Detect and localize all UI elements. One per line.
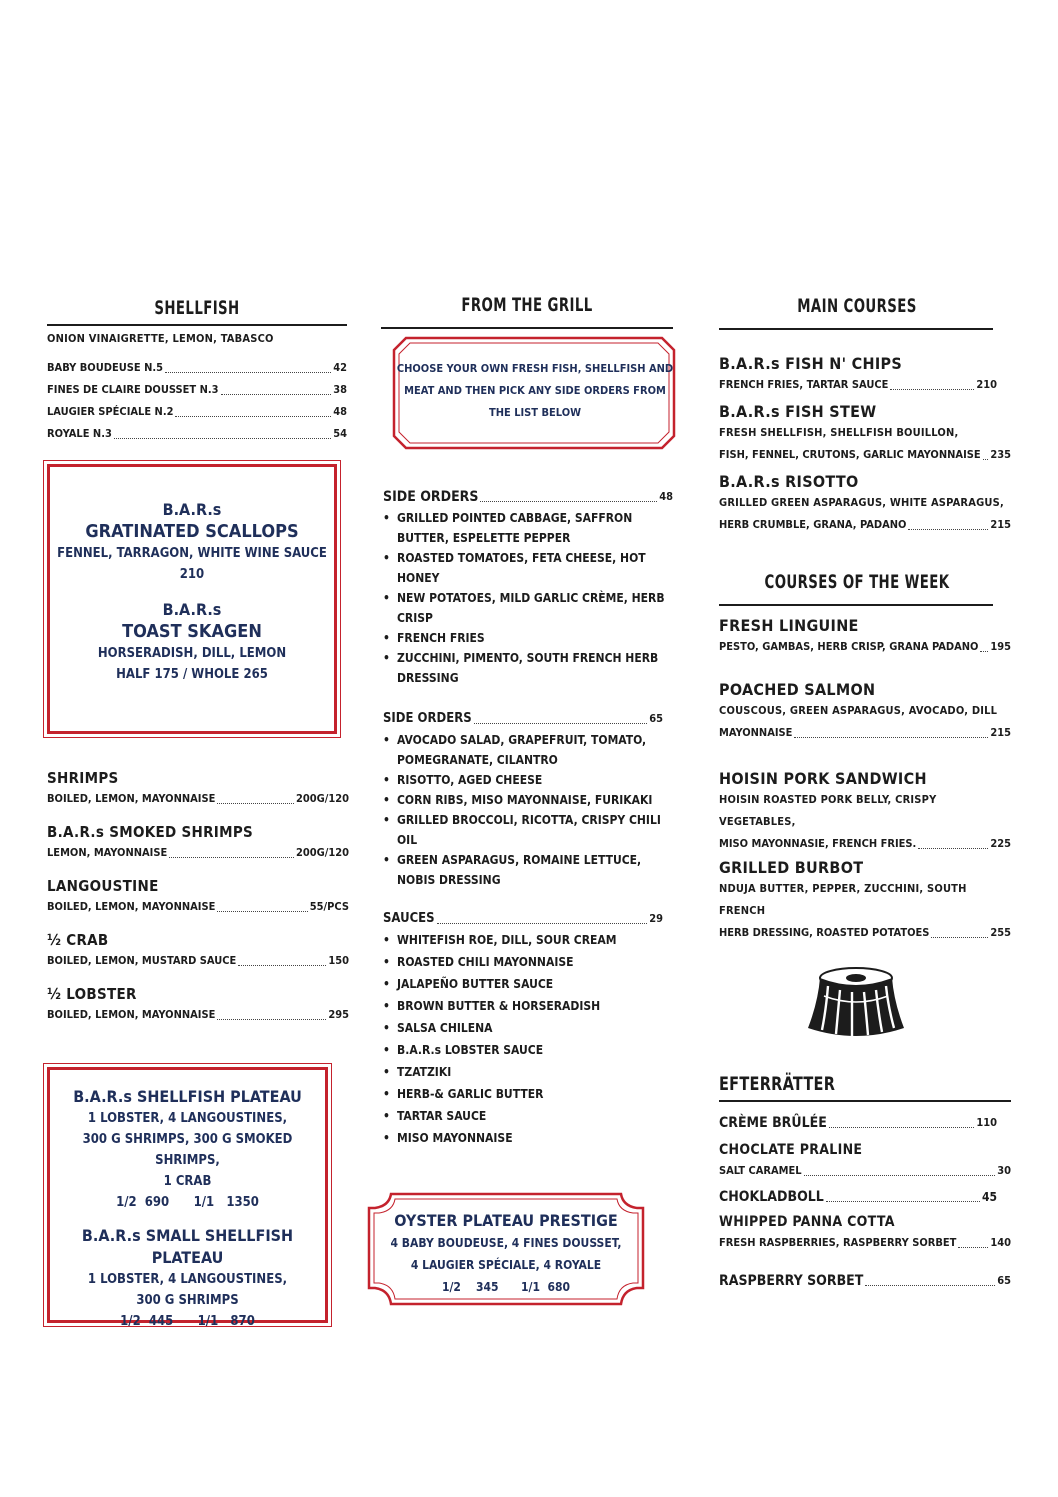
list-item: • GRILLED BROCCOLI, RICOTTA, CRISPY CHILI OIL — [383, 810, 663, 850]
small-plateau-title: B.A.R.s SMALL SHELLFISH PLATEAU — [81, 1226, 294, 1267]
side-orders-1 — [383, 486, 673, 688]
skagen-name: TOAST SKAGEN — [122, 621, 262, 642]
shellfish-subtitle: ONION VINAIGRETTE, LEMON, TABASCO — [47, 332, 274, 345]
week-rule — [719, 604, 993, 606]
main-column — [719, 294, 1011, 536]
list-item: • ZUCCHINI, PIMENTO, SOUTH FRENCH HERB DRESSING — [383, 648, 673, 688]
side-orders-2-header: SIDE ORDERS 65 — [383, 711, 663, 726]
dessert-praline: CHOCLATE PRALINE SALT CARAMEL 30 — [719, 1142, 1011, 1177]
grill-title: FROM THE GRILL — [461, 294, 593, 316]
shellfish-title: SHELLFISH — [154, 297, 240, 319]
list-item: • GRILLED POINTED CABBAGE, SAFFRON BUTTER, ESPELETTE PEPPER — [383, 508, 673, 548]
bundt-cake-icon — [800, 962, 912, 1044]
skagen-price: HALF 175 / WHOLE 265 — [116, 667, 268, 682]
skagen-desc: HORSERADISH, DILL, LEMON — [97, 646, 287, 661]
seafood-list — [47, 768, 349, 1038]
main-title: MAIN COURSES — [797, 295, 917, 317]
dessert-panna: WHIPPED PANNA COTTA FRESH RASPBERRIES, RASPBERRY SORBET 140 — [719, 1214, 1011, 1249]
main-item: B.A.R.s FISH STEW FRESH SHELLFISH, SHELLFISH BOUILLON, FISH, FENNEL, CRUTONS, GARLIC MAYONNAISE 235 — [719, 402, 1011, 461]
plateau-title: B.A.R.s SHELLFISH PLATEAU — [73, 1087, 302, 1106]
grill-column — [381, 293, 673, 329]
feature-box — [47, 464, 337, 734]
sauces — [383, 908, 663, 1149]
oyster-row: BABY BOUDEUSE N.5 42 — [47, 361, 347, 374]
list-item: • WHITEFISH ROE, DILL, SOUR CREAM — [383, 929, 663, 951]
list-item: • AVOCADO SALAD, GRAPEFRUIT, TOMATO, POMEGRANATE, CILANTRO — [383, 730, 663, 770]
scallops-name: GRATINATED SCALLOPS — [85, 521, 299, 542]
scallops-price: 210 — [179, 567, 205, 582]
main-item: B.A.R.s RISOTTO GRILLED GREEN ASPARAGUS, WHITE ASPARAGUS, HERB CRUMBLE, GRANA, PADANO 215 — [719, 472, 1011, 531]
side-orders-2 — [383, 708, 663, 890]
oyster-plateau-title: OYSTER PLATEAU PRESTIGE — [394, 1211, 618, 1230]
skagen-brand: B.A.R.s — [162, 600, 222, 619]
list-item: • FRENCH FRIES — [383, 628, 673, 648]
main-item: B.A.R.s FISH N' CHIPS FRENCH FRIES, TARTAR SAUCE 210 — [719, 354, 997, 391]
oyster-row: ROYALE N.3 54 — [47, 427, 347, 440]
week-item: HOISIN PORK SANDWICH HOISIN ROASTED PORK BELLY, CRISPY VEGETABLES, MISO MAYONNASIE, FRENCH FRIES. 225 — [719, 769, 1011, 850]
plateau-line: 300 G SHRIMPS, 300 G SMOKED SHRIMPS, — [82, 1132, 293, 1168]
grill-rule — [381, 327, 673, 329]
list-item: • JALAPEÑO BUTTER SAUCE — [383, 973, 663, 995]
dessert-boll: CHOKLADBOLL 45 — [719, 1189, 997, 1205]
list-item: • RISOTTO, AGED CHEESE — [383, 770, 663, 790]
oyster-plateau — [367, 1210, 645, 1298]
scallops-brand: B.A.R.s — [162, 500, 222, 519]
small-plateau-price: 1/2 445 1/1 870 — [120, 1314, 255, 1329]
dessert-column — [719, 1074, 1011, 1292]
side-orders-1-list — [383, 508, 673, 688]
main-rule — [719, 328, 993, 330]
plateau-line: 1 CRAB — [163, 1174, 212, 1189]
list-item: • ROASTED CHILI MAYONNAISE — [383, 951, 663, 973]
list-item: • GREEN ASPARAGUS, ROMAINE LETTUCE, NOBIS DRESSING — [383, 850, 663, 890]
dessert-creme: CRÈME BRÛLÉE 110 — [719, 1115, 997, 1131]
week-item: FRESH LINGUINE PESTO, GAMBAS, HERB CRISP, GRANA PADANO 195 — [719, 616, 1011, 653]
seafood-item: LANGOUSTINE BOILED, LEMON, MAYONNAISE 55/PCS — [47, 877, 349, 913]
sauces-header: SAUCES 29 — [383, 911, 663, 926]
oyster-list — [47, 357, 347, 445]
list-item: • NEW POTATOES, MILD GARLIC CRÈME, HERB CRISP — [383, 588, 673, 628]
list-item: • CORN RIBS, MISO MAYONNAISE, FURIKAKI — [383, 790, 663, 810]
sauces-list — [383, 929, 663, 1149]
shellfish-rule — [47, 324, 347, 326]
oyster-plateau-price: 1/2 345 1/1 680 — [441, 1280, 571, 1294]
small-plateau-line: 300 G SHRIMPS — [136, 1293, 239, 1308]
week-title: COURSES OF THE WEEK — [764, 571, 950, 593]
list-item: • HERB-& GARLIC BUTTER — [383, 1083, 663, 1105]
plateau-box — [47, 1067, 328, 1329]
week-item: GRILLED BURBOT NDUJA BUTTER, PEPPER, ZUCCHINI, SOUTH FRENCH HERB DRESSING, ROASTED POTATOES 255 — [719, 858, 1011, 939]
small-plateau-line: 1 LOBSTER, 4 LANGOUSTINES, — [87, 1272, 288, 1287]
list-item: • SALSA CHILENA — [383, 1017, 663, 1039]
list-item: • TZATZIKI — [383, 1061, 663, 1083]
plateau-price: 1/2 690 1/1 1350 — [116, 1195, 259, 1210]
list-item: • ROASTED TOMATOES, FETA CHEESE, HOT HONEY — [383, 548, 673, 588]
grill-note: CHOOSE YOUR OWN FRESH FISH, SHELLFISH AND MEAT AND THEN PICK ANY SIDE ORDERS FROM THE LIST BELOW — [396, 362, 674, 419]
oyster-plateau-line: 4 LAUGIER SPÉCIALE, 4 ROYALE — [410, 1258, 602, 1272]
dessert-rule — [719, 1100, 1011, 1102]
shellfish-column — [47, 296, 347, 445]
dessert-title: EFTERRÄTTER — [719, 1073, 836, 1095]
oyster-row: FINES DE CLAIRE DOUSSET N.3 38 — [47, 383, 347, 396]
oyster-row: LAUGIER SPÉCIALE N.2 48 — [47, 405, 347, 418]
oyster-plateau-line: 4 BABY BOUDEUSE, 4 FINES DOUSSET, — [390, 1236, 622, 1250]
scallops-desc: FENNEL, TARRAGON, WHITE WINE SAUCE — [57, 546, 327, 561]
seafood-item: ½ CRAB BOILED, LEMON, MUSTARD SAUCE 150 — [47, 931, 349, 967]
week-column — [719, 570, 1011, 944]
seafood-item: B.A.R.s SMOKED SHRIMPS LEMON, MAYONNAISE 200G/120 — [47, 823, 349, 859]
list-item: • BROWN BUTTER & HORSERADISH — [383, 995, 663, 1017]
plateau-line: 1 LOBSTER, 4 LANGOUSTINES, — [87, 1111, 288, 1126]
seafood-item: ½ LOBSTER BOILED, LEMON, MAYONNAISE 295 — [47, 985, 349, 1021]
seafood-item: SHRIMPS BOILED, LEMON, MAYONNAISE 200G/120 — [47, 769, 349, 805]
week-item: POACHED SALMON COUSCOUS, GREEN ASPARAGUS, AVOCADO, DILL MAYONNAISE 215 — [719, 680, 1011, 739]
list-item: • B.A.R.s LOBSTER SAUCE — [383, 1039, 663, 1061]
side-orders-2-list — [383, 730, 663, 890]
dessert-sorbet: RASPBERRY SORBET 65 — [719, 1273, 1011, 1289]
list-item: • TARTAR SAUCE — [383, 1105, 663, 1127]
list-item: • MISO MAYONNAISE — [383, 1127, 663, 1149]
side-orders-1-header: SIDE ORDERS 48 — [383, 489, 673, 505]
